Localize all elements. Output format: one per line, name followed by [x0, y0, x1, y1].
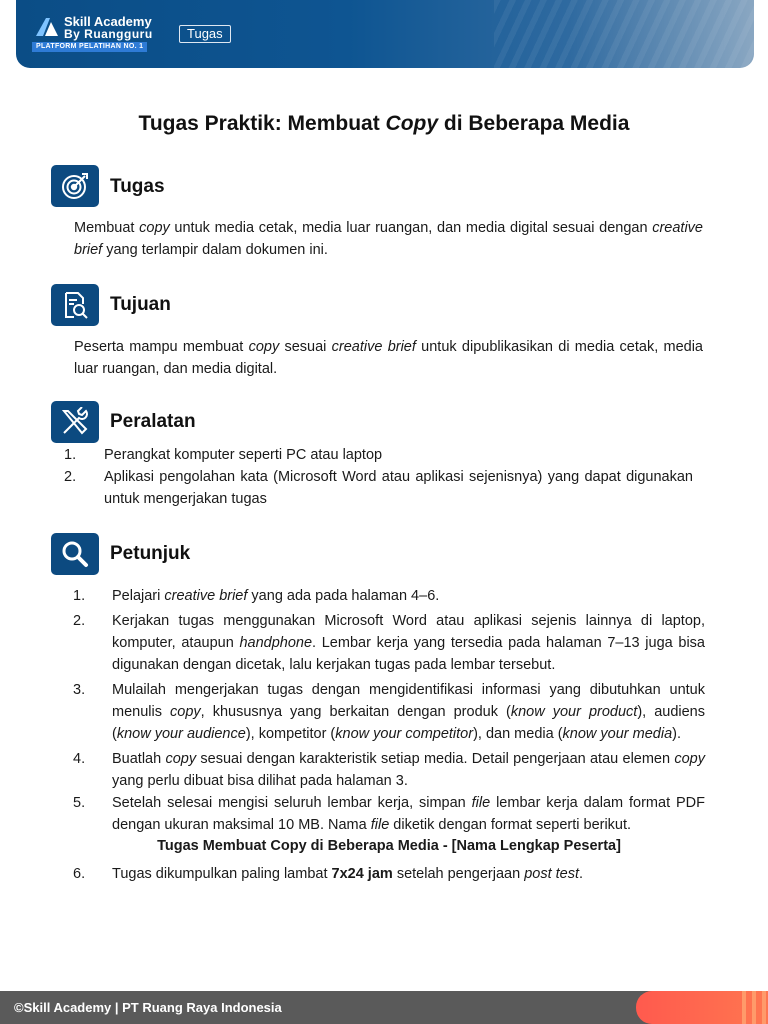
list-item: 2. Aplikasi pengolahan kata (Microsoft Word atau aplikasi sejenisnya) yang dapat digunakan untuk mengerjakan tugas — [64, 469, 693, 507]
section-heading-petunjuk: Petunjuk — [110, 543, 191, 564]
target-icon — [51, 165, 99, 207]
title-text-1: Tugas Praktik: Membuat — [138, 112, 386, 135]
section-heading-peralatan: Peralatan — [110, 411, 196, 432]
footer-copyright: ©Skill Academy | PT Ruang Raya Indonesia — [14, 1000, 282, 1015]
list-item: 1. Perangkat komputer seperti PC atau laptop — [64, 447, 383, 463]
petunjuk-list — [73, 585, 705, 885]
header-banner — [16, 0, 754, 68]
brand-name: Skill Academy — [64, 14, 152, 29]
list-item: 5. Setelah selesai mengisi seluruh lembar kerja, simpan file lembar kerja dalam format PDF dengan ukuran maksimal 10 MB. Nama file diketik dengan format seperti berikut. Tugas Membuat Copy di Beberapa Media - [Nama Lengkap Peserta] — [73, 792, 705, 857]
footer-stripe — [762, 991, 766, 1024]
footer — [0, 991, 768, 1024]
document-search-icon — [51, 284, 99, 326]
tujuan-description: Peserta mampu membuat copy sesuai creative brief untuk dipublikasikan di media cetak, media luar ruangan, dan media digital. — [74, 339, 703, 377]
list-item: 6. Tugas dikumpulkan paling lambat 7x24 jam setelah pengerjaan post test. — [73, 866, 584, 882]
title-text-italic: Copy — [385, 112, 439, 135]
page-title — [0, 112, 768, 136]
magnifier-icon — [51, 533, 99, 575]
footer-stripe — [752, 991, 756, 1024]
footer-stripe — [742, 991, 746, 1024]
header-decoration — [494, 0, 754, 68]
section-heading-tujuan: Tujuan — [110, 294, 171, 315]
list-item: 2. Kerjakan tugas menggunakan Microsoft Word atau aplikasi sejenis lainnya di laptop, komputer, ataupun handphone. Lembar kerja yang tersedia pada halaman 7–13 juga bisa digunakan dengan dicetak, lalu kerjakan tugas pada lembar tersebut. — [73, 613, 705, 673]
tools-icon — [51, 401, 99, 443]
footer-accent — [636, 991, 768, 1024]
peralatan-list — [64, 444, 693, 510]
brand-subname: By Ruangguru — [64, 27, 153, 41]
list-item: 1. Pelajari creative brief yang ada pada halaman 4–6. — [73, 588, 440, 604]
tab-tugas[interactable]: Tugas — [179, 25, 231, 43]
section-heading-tugas: Tugas — [110, 176, 165, 197]
title-text-2: di Beberapa Media — [438, 112, 630, 135]
skill-academy-logo-icon — [34, 16, 60, 38]
list-item: 4. Buatlah copy sesuai dengan karakteristik setiap media. Detail pengerjaan atau elemen copy yang perlu dibuat bisa dilihat pada halaman 3. — [73, 751, 705, 789]
tugas-description: Membuat copy untuk media cetak, media luar ruangan, dan media digital sesuai dengan creative brief yang terlampir dalam dokumen ini. — [74, 220, 703, 258]
brand-tagline: PLATFORM PELATIHAN NO. 1 — [32, 42, 147, 52]
filename-format: Tugas Membuat Copy di Beberapa Media - [Nama Lengkap Peserta] — [157, 838, 621, 854]
list-item: 3. Mulailah mengerjakan tugas dengan mengidentifikasi informasi yang dibutuhkan untuk menulis copy, khususnya yang berkaitan dengan produk (know your product), audiens (know your audience), kompetitor (know your competitor), dan media (know your media). — [73, 682, 705, 742]
